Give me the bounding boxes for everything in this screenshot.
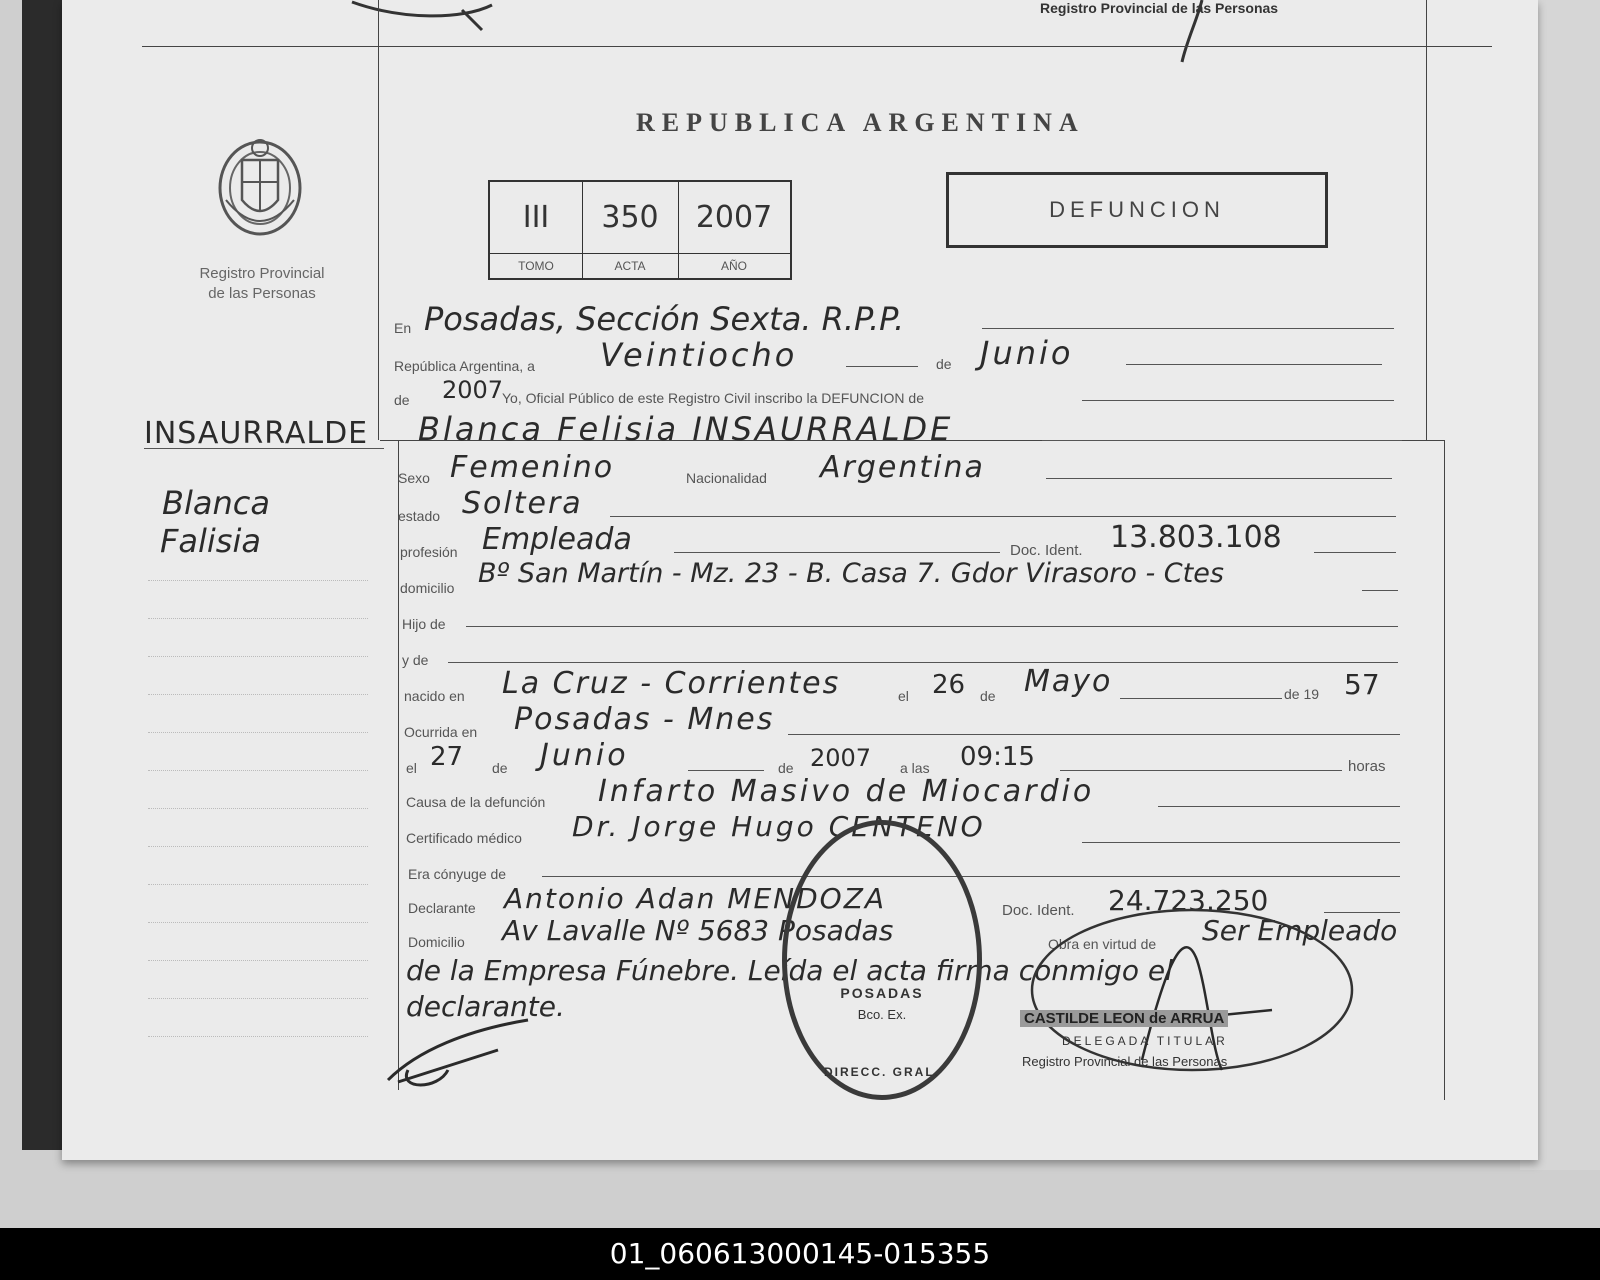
birth-year-prefix: de 19 — [1284, 686, 1320, 702]
margin-dotted-line — [148, 694, 368, 695]
birth-year: 57 — [1344, 668, 1380, 701]
ocurrida-value: Posadas - Mnes — [514, 702, 775, 737]
domicilio-value: Bº San Martín - Mz. 23 - B. Casa 7. Gdor Virasoro - Ctes — [478, 558, 1224, 589]
ocurrida-line — [788, 734, 1400, 735]
anio-cell — [678, 182, 790, 278]
deceased-line — [1042, 440, 1402, 441]
closing-line-1: de la Empresa Fúnebre. Leída el acta firma conmigo el — [406, 954, 1173, 987]
causa-line — [1158, 806, 1400, 807]
round-stamp-ring: DIRECC. GRAL. — [824, 1065, 940, 1079]
margin-dotted-line — [148, 770, 368, 771]
alas-label: a las — [900, 760, 930, 776]
nacido-label: nacido en — [404, 688, 465, 704]
margin-dotted-line — [148, 808, 368, 809]
doc-value: 13.803.108 — [1110, 520, 1282, 555]
death-month: Junio — [540, 738, 629, 773]
conyuge-line — [542, 876, 1400, 877]
margin-surname-underline — [144, 448, 384, 449]
en-line — [982, 328, 1394, 329]
nacido-value: La Cruz - Corrientes — [502, 666, 841, 701]
acta-value: 350 — [601, 200, 659, 235]
certificado-label: Certificado médico — [406, 830, 522, 846]
yde-line — [448, 662, 1398, 663]
margin-dotted-line — [148, 656, 368, 657]
estado-value: Soltera — [462, 486, 583, 521]
right-border-upper — [1426, 0, 1427, 440]
death-time: 09:15 — [960, 742, 1035, 772]
officer-line — [1082, 400, 1394, 401]
doc-line — [1314, 552, 1396, 553]
record-type-box: DEFUNCION — [946, 172, 1328, 248]
republica-label: República Argentina, a — [394, 358, 535, 374]
death-el-label: el — [406, 760, 417, 776]
margin-dotted-line — [148, 922, 368, 923]
year-value: 2007 — [442, 376, 504, 404]
month-line — [1126, 364, 1382, 365]
year-prefix: de — [394, 392, 410, 408]
margin-surname: INSAURRALDE — [144, 416, 369, 451]
registry-caption-line1: Registro Provincial — [199, 265, 325, 282]
domicilio2-label: Domicilio — [408, 934, 465, 950]
tomo-value: III — [522, 200, 550, 235]
officer-role: DELEGADA TITULAR — [1062, 1034, 1228, 1048]
top-border-line — [142, 46, 1492, 47]
certificado-value: Dr. Jorge Hugo CENTENO — [572, 810, 986, 843]
round-stamp-sub: Bco. Ex. — [857, 1007, 907, 1022]
margin-dotted-line — [148, 960, 368, 961]
officer-registry: Registro Provincial de las Personas — [1022, 1054, 1228, 1069]
de-label: de — [936, 356, 952, 372]
hijo-label: Hijo de — [402, 616, 446, 632]
ocurrida-label: Ocurrida en — [404, 724, 478, 740]
estado-label: estado — [398, 508, 441, 524]
declarant-signature — [378, 1010, 558, 1100]
margin-divider-lower — [398, 440, 399, 1090]
round-stamp-center: POSADAS — [840, 985, 924, 1001]
anio-label: AÑO — [678, 253, 790, 278]
margin-given-name-1: Blanca — [162, 484, 270, 522]
horas-label: horas — [1348, 758, 1386, 775]
birth-month: Mayo — [1024, 664, 1113, 699]
nacionalidad-label: Nacionalidad — [686, 470, 767, 486]
margin-dotted-line — [148, 618, 368, 619]
top-signature-stroke — [1162, 0, 1222, 70]
birth-month-line — [1120, 698, 1282, 699]
sexo-label: Sexo — [398, 470, 430, 486]
declarante-value: Antonio Adan MENDOZA — [504, 882, 887, 915]
reference-box — [488, 180, 792, 280]
death-month-line — [688, 770, 764, 771]
sexo-value: Femenino — [450, 450, 615, 485]
margin-given-name-2: Falisia — [160, 522, 261, 560]
birth-el-label: el — [898, 688, 909, 704]
en-value: Posadas, Sección Sexta. R.P.P. — [424, 300, 905, 338]
declarante-label: Declarante — [408, 900, 476, 916]
day-line — [846, 366, 918, 367]
margin-dotted-line — [148, 732, 368, 733]
provincial-coat-of-arms-icon — [212, 130, 308, 240]
birth-de-label: de — [980, 688, 996, 704]
round-office-stamp — [782, 820, 982, 1100]
certificado-line — [1082, 842, 1400, 843]
yde-label: y de — [402, 652, 429, 668]
causa-value: Infarto Masivo de Miocardio — [598, 774, 1095, 809]
declarante-doc-label: Doc. Ident. — [1002, 902, 1075, 919]
declarante-doc-value: 24.723.250 — [1108, 884, 1269, 917]
nacionalidad-value: Argentina — [820, 450, 985, 485]
birth-day: 26 — [932, 670, 966, 700]
tomo-label: TOMO — [490, 253, 582, 278]
top-stamp-text: Registro Provincial de las Personas — [1040, 0, 1279, 16]
margin-dotted-line — [148, 580, 368, 581]
obra-label: Obra en virtud de — [1048, 936, 1157, 952]
death-de-label: de — [492, 760, 508, 776]
right-border-lower — [1444, 440, 1445, 1100]
register-page — [62, 0, 1538, 1160]
obra-value: Ser Empleado — [1202, 914, 1398, 947]
deceased-name: Blanca Felisia INSAURRALDE — [418, 410, 954, 448]
margin-divider-upper — [378, 0, 379, 440]
margin-dotted-line — [148, 884, 368, 885]
death-year: 2007 — [810, 744, 872, 772]
hijo-line — [466, 626, 1398, 627]
en-label: En — [394, 320, 412, 336]
conyuge-label: Era cónyuge de — [408, 866, 507, 882]
anio-value: 2007 — [695, 200, 773, 235]
month-value: Junio — [980, 334, 1074, 372]
causa-label: Causa de la defunción — [406, 794, 546, 810]
estado-line — [610, 516, 1396, 517]
officer-text: Yo, Oficial Público de este Registro Civil inscribo la DEFUNCION de — [502, 390, 924, 406]
margin-dotted-line — [148, 1036, 368, 1037]
profesion-line — [674, 552, 1000, 553]
country-title: REPUBLICA ARGENTINA — [636, 108, 1085, 137]
death-year-prefix: de — [778, 760, 794, 776]
doc-label: Doc. Ident. — [1010, 542, 1083, 559]
nacionalidad-line — [1046, 478, 1392, 479]
domicilio2-value: Av Lavalle Nº 5683 Posadas — [502, 914, 894, 947]
image-id-footer: 01_060613000145-015355 — [0, 1228, 1600, 1280]
registry-caption-line2: de las Personas — [208, 285, 316, 302]
domicilio-label: domicilio — [400, 580, 455, 596]
death-time-line — [1060, 770, 1342, 771]
officer-name: CASTILDE LEON de ARRUA — [1020, 1010, 1228, 1027]
domicilio-line — [1362, 590, 1398, 591]
acta-cell — [582, 182, 679, 278]
margin-dotted-line — [148, 846, 368, 847]
registry-caption — [172, 264, 352, 304]
profesion-label: profesión — [400, 544, 458, 560]
acta-label: ACTA — [582, 253, 678, 278]
top-signature-scribble — [342, 0, 542, 40]
profesion-value: Empleada — [482, 522, 632, 557]
death-day: 27 — [430, 742, 464, 772]
margin-dotted-line — [148, 998, 368, 999]
closing-line-2: declarante. — [406, 990, 565, 1023]
officer-signature — [1022, 900, 1362, 1100]
tomo-cell — [490, 182, 583, 278]
day-value: Veintiocho — [600, 336, 798, 374]
